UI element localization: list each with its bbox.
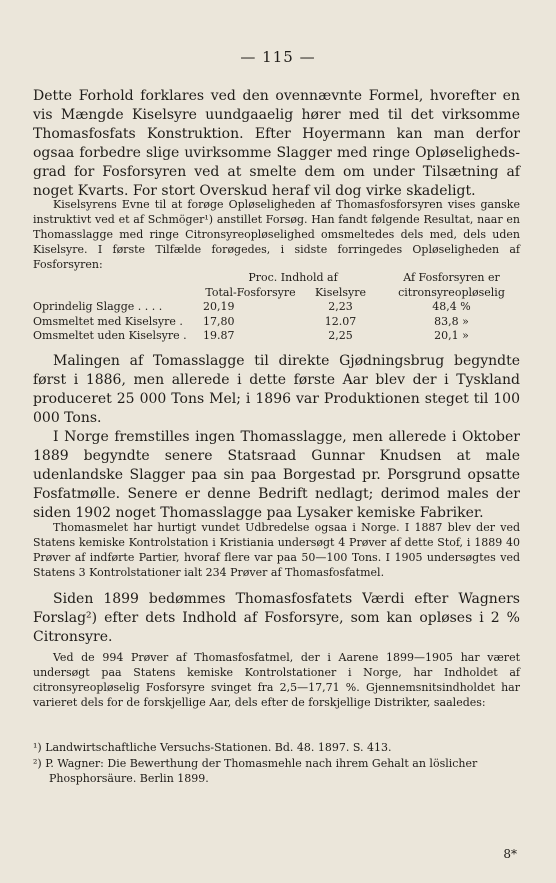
footnote-2: ²) P. Wagner: Die Bewerthung der Thomasmehle nach ihrem Gehalt an löslicher Phosphorsäure. Berlin 1899. [33, 756, 478, 785]
page-number: — 115 — [240, 48, 316, 66]
paragraph-5-text: Thomasmelet har hurtigt vundet Udbredelse ogsaa i Norge. I 1887 blev der ved Statens kemiske Kontrolstation i Kristiania undersøgt 4 Prøver af dette Stof, i 1889 40 Prøver af indførte Partier, hvoraf flere var paa 50—100 Tons. I 1905 undersøgtes ved Statens 3 Kontrolstationer ialt 234 Prøver af Thomasfosfatmel. [33, 521, 520, 579]
paragraph-1-text: Dette Forhold forklares ved den ovennævnte Formel, hvorefter en vis Mængde Kiselsyre uundgaaelig hører med til det virksomme Thomasfosfats Konstruktion. Efter Hoyermann kan man derfor ogsaa forbedre slige uvirksomme Slagger med ringe Opløseligheds-grad for Fosforsyren ved at smelte dem om under Tilsætning af noget Kvarts. For stort Overskud heraf vil dog virke skadeligt. [33, 88, 520, 199]
paragraph-7 [33, 650, 520, 710]
table-header: Proc. Indhold af [248, 271, 338, 284]
table-cell: 2,23 [328, 300, 353, 313]
table-cell: 2,25 [328, 329, 353, 342]
table-header: citronsyreopløselig [398, 285, 505, 299]
paragraph-3 [33, 352, 520, 428]
paragraph-5 [33, 520, 520, 580]
table-cell: 48,4 % [432, 300, 471, 313]
paragraph-4 [33, 428, 520, 523]
table-header-row [33, 286, 520, 301]
table-cell: 83,8 » [434, 314, 469, 328]
paragraph-7-text: Ved de 994 Prøver af Thomasfosfatmel, der i Aarene 1899—1905 har været undersøgt paa Statens kemiske Kontrolstationer i Norge, har Indholdet af citronsyreopløselig Fosforsyre svinget fra 2,5—17,71 %. Gjennemsnitsindholdet har varieret dels for de forskjellige Aar, dels efter de forskjellige Distrikter, saaledes: [33, 651, 520, 709]
table-cell: 20,19 [203, 300, 235, 313]
table-cell: 20,1 » [434, 329, 469, 342]
table-cell: Omsmeltet uden Kiselsyre . [33, 329, 187, 342]
table-row [33, 315, 520, 330]
table-header: Kiselsyre [314, 285, 367, 299]
table-cell: Omsmeltet med Kiselsyre . [33, 314, 183, 328]
paragraph-3-text: Malingen af Tomasslagge til direkte Gjødningsbrug begyndte først i 1886, men allerede i dette første Aar blev der i Tyskland produceret 25 000 Tons Mel; i 1896 var Produktionen steget til 100 000 Tons. [33, 353, 520, 426]
table-cell: 19.87 [203, 329, 235, 342]
table-cell: 17,80 [203, 314, 235, 328]
paragraph-2 [33, 197, 520, 272]
table-cell: 12.07 [324, 314, 357, 328]
footnote-1: ¹) Landwirtschaftliche Versuchs-Stationen. Bd. 48. 1897. S. 413. [33, 741, 392, 754]
table-header-row [33, 271, 520, 286]
paragraph-1 [33, 87, 520, 201]
table-cell: Oprindelig Slagge . . . . [33, 300, 163, 313]
paragraph-6-text: Siden 1899 bedømmes Thomasfosfatets Værdi efter Wagners Forslag²) efter dets Indhold af Fosforsyre, som kan opløses i 2 % Citronsyre. [33, 591, 520, 645]
paragraph-2-text: Kiselsyrens Evne til at forøge Opløseligheden af Thomasfosforsyren vises ganske instruktivt ved et af Schmöger¹) anstillet Forsøg. Han fandt følgende Resultat, naar en Thomasslagge med ringe Citronsyreopløselighed omsmeltedes dels med, dels uden Kiselsyre. I første Tilfælde forøgedes, i sidste forringedes Opløseligheden af Fosforsyren: [33, 198, 520, 271]
signature-mark: 8* [503, 847, 517, 861]
data-table [33, 271, 520, 344]
table-header: Af Fosforsyren er [403, 271, 500, 284]
footnotes [33, 740, 520, 787]
table-header: Total-Fosforsyre [205, 285, 296, 299]
table-row [33, 300, 520, 315]
paragraph-6 [33, 590, 520, 647]
paragraph-4-text: I Norge fremstilles ingen Thomasslagge, men allerede i Oktober 1889 begyndte senere Statsraad Gunnar Knudsen at male udenlandske Slagger paa sin paa Borgestad pr. Porsgrund opsatte Fosfatmølle. Senere er denne Bedrift nedlagt; derimod males der siden 1902 noget Thomasslagge paa Lysaker kemiske Fabriker. [33, 429, 520, 521]
table-row [33, 329, 520, 344]
